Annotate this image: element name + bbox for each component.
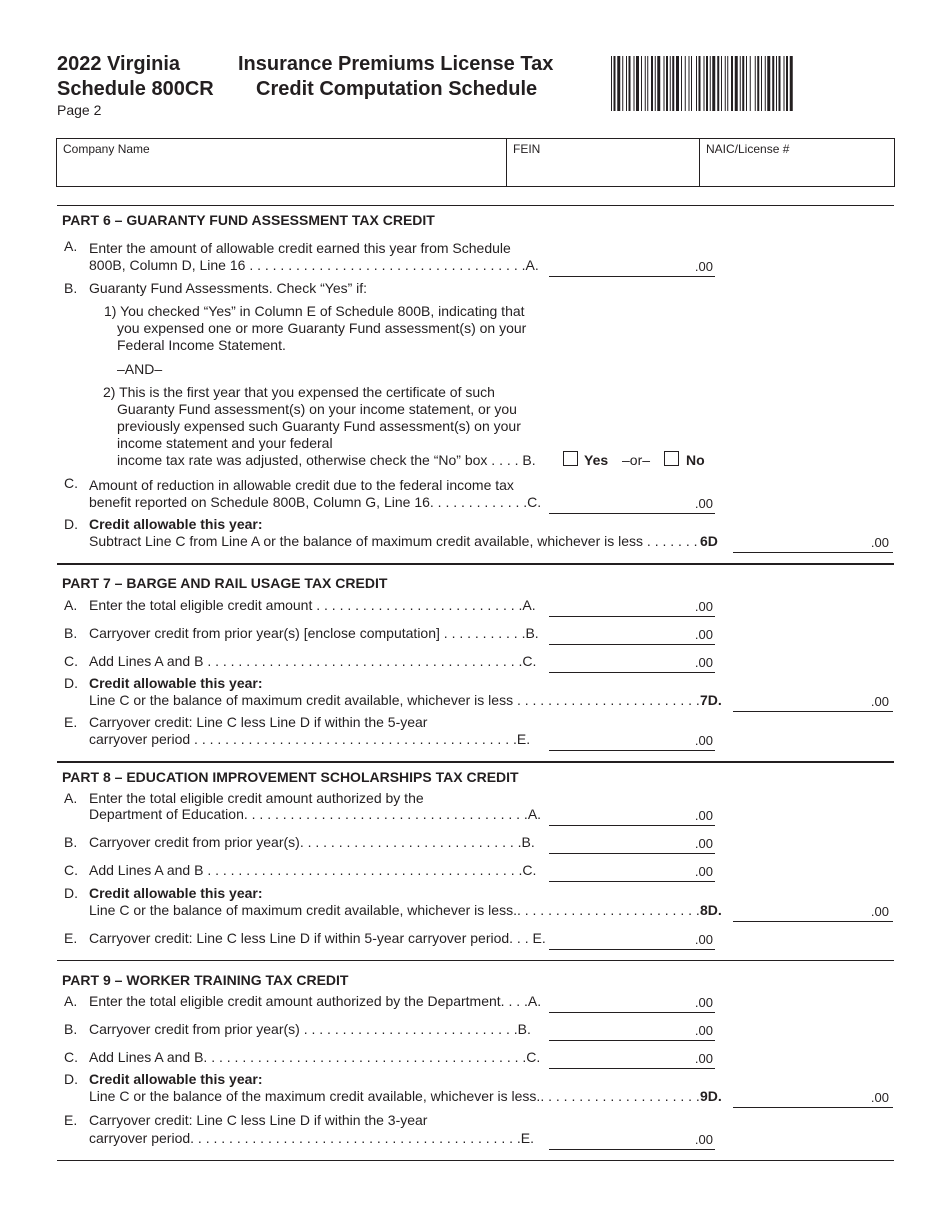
part6-d-letter: D.	[64, 516, 78, 532]
barcode	[611, 56, 894, 111]
part8-d-ref: 8D.	[700, 902, 722, 918]
part6-b1-line3: Federal Income Statement.	[117, 337, 286, 353]
part8-c-line1: Add Lines A and B . . . . . . . . . . . . . . . . . . . . . . . . . . . . . . . . . . . . . . . . .C.	[89, 862, 537, 878]
part9-e-line2: carryover period. . . . . . . . . . . . . . . . . . . . . . . . . . . . . . . . . . . . . . . . . . .E.	[89, 1130, 534, 1146]
part6-b2-line2: Guaranty Fund assessment(s) on your income statement, or you	[117, 401, 517, 417]
part7-line-a-amount[interactable]: .00	[549, 599, 715, 617]
part9-line-9d-amount[interactable]: .00	[733, 1090, 893, 1108]
identification-box	[56, 138, 895, 187]
part7-title: PART 7 – BARGE AND RAIL USAGE TAX CREDIT	[62, 575, 388, 591]
part8-e-letter: E.	[64, 930, 78, 946]
part6-line-6d-amount[interactable]: .00	[733, 535, 893, 553]
part9-c-line1: Add Lines A and B. . . . . . . . . . . . . . . . . . . . . . . . . . . . . . . . . . . . . . . . . .C.	[89, 1049, 541, 1065]
company-name-cell[interactable]	[57, 139, 507, 186]
part6-a-letter: A.	[64, 238, 78, 254]
part6-and: –AND–	[117, 361, 163, 377]
part6-b1-line2: you expensed one or more Guaranty Fund assessment(s) on your	[117, 320, 527, 336]
part6-b2-line5: income tax rate was adjusted, otherwise check the “No” box . . . . B.	[117, 452, 536, 468]
part6-no-label: No	[686, 452, 705, 468]
part8-b-line1: Carryover credit from prior year(s). . . . . . . . . . . . . . . . . . . . . . . . . . . . .B.	[89, 834, 535, 850]
part6-a-line2: 800B, Column D, Line 16 . . . . . . . . . . . . . . . . . . . . . . . . . . . . . . . . . . . .A.	[89, 257, 539, 273]
part7-line-7d-amount[interactable]: .00	[733, 694, 893, 712]
company-name-label: Company Name	[63, 142, 150, 156]
part6-d-ref: 6D	[700, 533, 718, 549]
part8-d-line1: Credit allowable this year:	[89, 885, 263, 901]
part6-c-letter: C.	[64, 475, 78, 491]
part8-top-rule	[57, 761, 894, 763]
part7-top-rule	[57, 563, 894, 565]
part8-line-c-amount[interactable]: .00	[549, 864, 715, 882]
part9-line-c-amount[interactable]: .00	[549, 1051, 715, 1069]
part9-d-letter: D.	[64, 1071, 78, 1087]
part6-top-rule	[57, 205, 894, 206]
part7-d-line1: Credit allowable this year:	[89, 675, 263, 691]
part7-a-line1: Enter the total eligible credit amount . . . . . . . . . . . . . . . . . . . . . . . . . . .A.	[89, 597, 536, 613]
part7-c-letter: C.	[64, 653, 78, 669]
part9-line-b-amount[interactable]: .00	[549, 1023, 715, 1041]
part9-top-rule	[57, 960, 894, 961]
part8-line-b-amount[interactable]: .00	[549, 836, 715, 854]
part6-yes-label: Yes	[584, 452, 609, 468]
part6-line-a-amount[interactable]: .00	[549, 259, 715, 277]
part9-d-line1: Credit allowable this year:	[89, 1071, 263, 1087]
part6-b-letter: B.	[64, 280, 78, 296]
part9-b-line1: Carryover credit from prior year(s) . . . . . . . . . . . . . . . . . . . . . . . . . . . .B.	[89, 1021, 531, 1037]
part6-or-label: –or–	[622, 452, 651, 468]
part7-e-line2: carryover period . . . . . . . . . . . . . . . . . . . . . . . . . . . . . . . . . . . . . . . . . .E.	[89, 731, 531, 747]
part7-e-letter: E.	[64, 714, 78, 730]
part7-d-letter: D.	[64, 675, 78, 691]
part7-line-e-amount[interactable]: .00	[549, 733, 715, 751]
part6-c-line2: benefit reported on Schedule 800B, Column G, Line 16. . . . . . . . . . . . .C.	[89, 494, 542, 510]
part7-c-line1: Add Lines A and B . . . . . . . . . . . . . . . . . . . . . . . . . . . . . . . . . . . . . . . . .C.	[89, 653, 537, 669]
part8-line-8d-amount[interactable]: .00	[733, 904, 893, 922]
form-title-line1: Insurance Premiums License Tax	[238, 53, 554, 75]
part7-d-line2: Line C or the balance of maximum credit available, whichever is less . . . . . . . . . . . . . . . . . . . . . . . .	[89, 692, 700, 708]
part6-b2-line3: previously expensed such Guaranty Fund assessment(s) on your	[117, 418, 521, 434]
part7-e-line1: Carryover credit: Line C less Line D if within the 5-year	[89, 714, 428, 730]
part9-title: PART 9 – WORKER TRAINING TAX CREDIT	[62, 972, 349, 988]
part8-title: PART 8 – EDUCATION IMPROVEMENT SCHOLARSHIPS TAX CREDIT	[62, 769, 519, 785]
part8-d-letter: D.	[64, 885, 78, 901]
part9-line-a-amount[interactable]: .00	[549, 995, 715, 1013]
part6-b-line1: Guaranty Fund Assessments. Check “Yes” if:	[89, 280, 368, 296]
part9-b-letter: B.	[64, 1021, 78, 1037]
part9-e-letter: E.	[64, 1112, 78, 1128]
form-title-line2: Credit Computation Schedule	[256, 78, 538, 100]
part7-b-letter: B.	[64, 625, 78, 641]
part8-line-e-amount[interactable]: .00	[549, 932, 715, 950]
part9-d-line2: Line C or the balance of the maximum credit available, whichever is less.. . . . . . . . . . . . . . . . . . . . .	[89, 1088, 700, 1104]
schedule-name: Schedule 800CR	[57, 78, 214, 100]
part6-b1-line1: 1) You checked “Yes” in Column E of Schedule 800B, indicating that	[104, 303, 525, 319]
bottom-rule	[57, 1160, 894, 1161]
part6-no-checkbox[interactable]	[664, 451, 679, 466]
part6-b2-line1: 2) This is the first year that you expensed the certificate of such	[103, 384, 495, 400]
part9-d-ref: 9D.	[700, 1088, 722, 1104]
part8-b-letter: B.	[64, 834, 78, 850]
part9-c-letter: C.	[64, 1049, 78, 1065]
part6-line-c-amount[interactable]: .00	[549, 496, 715, 514]
form-year-state: 2022 Virginia	[57, 53, 181, 75]
part6-d-line2: Subtract Line C from Line A or the balance of maximum credit available, whichever is less . . . . . . .	[89, 533, 698, 549]
part7-line-b-amount[interactable]: .00	[549, 627, 715, 645]
part6-yes-checkbox[interactable]	[563, 451, 578, 466]
part9-a-line1: Enter the total eligible credit amount authorized by the Department. . . .A.	[89, 993, 542, 1009]
part8-a-letter: A.	[64, 790, 78, 806]
part6-d-line1: Credit allowable this year:	[89, 516, 263, 532]
part8-d-line2: Line C or the balance of maximum credit available, whichever is less.. . . . . . . . . . . . . . . . . . . . . . . .	[89, 902, 700, 918]
part8-line-a-amount[interactable]: .00	[549, 808, 715, 826]
part8-a-line2: Department of Education. . . . . . . . . . . . . . . . . . . . . . . . . . . . . . . . . . . . .A.	[89, 806, 542, 822]
part6-c-line1: Amount of reduction in allowable credit due to the federal income tax	[89, 477, 514, 493]
fein-cell[interactable]	[507, 139, 700, 186]
part6-a-line1: Enter the amount of allowable credit earned this year from Schedule	[89, 240, 511, 256]
part7-b-line1: Carryover credit from prior year(s) [enclose computation] . . . . . . . . . . .B.	[89, 625, 539, 641]
naic-license-cell[interactable]	[700, 139, 894, 186]
part6-b2-line4: income statement and your federal	[117, 435, 333, 451]
part9-line-e-amount[interactable]: .00	[549, 1132, 715, 1150]
part7-d-ref: 7D.	[700, 692, 722, 708]
part7-a-letter: A.	[64, 597, 78, 613]
part6-title: PART 6 – GUARANTY FUND ASSESSMENT TAX CREDIT	[62, 212, 435, 228]
page-number: Page 2	[57, 102, 102, 118]
part8-a-line1: Enter the total eligible credit amount authorized by the	[89, 790, 424, 806]
part8-c-letter: C.	[64, 862, 78, 878]
part9-e-line1: Carryover credit: Line C less Line D if within the 3-year	[89, 1112, 428, 1128]
part9-a-letter: A.	[64, 993, 78, 1009]
naic-license-label: NAIC/License #	[706, 142, 790, 156]
part8-e-line1: Carryover credit: Line C less Line D if within 5-year carryover period. . . E.	[89, 930, 546, 946]
part7-line-c-amount[interactable]: .00	[549, 655, 715, 673]
fein-label: FEIN	[513, 142, 541, 156]
